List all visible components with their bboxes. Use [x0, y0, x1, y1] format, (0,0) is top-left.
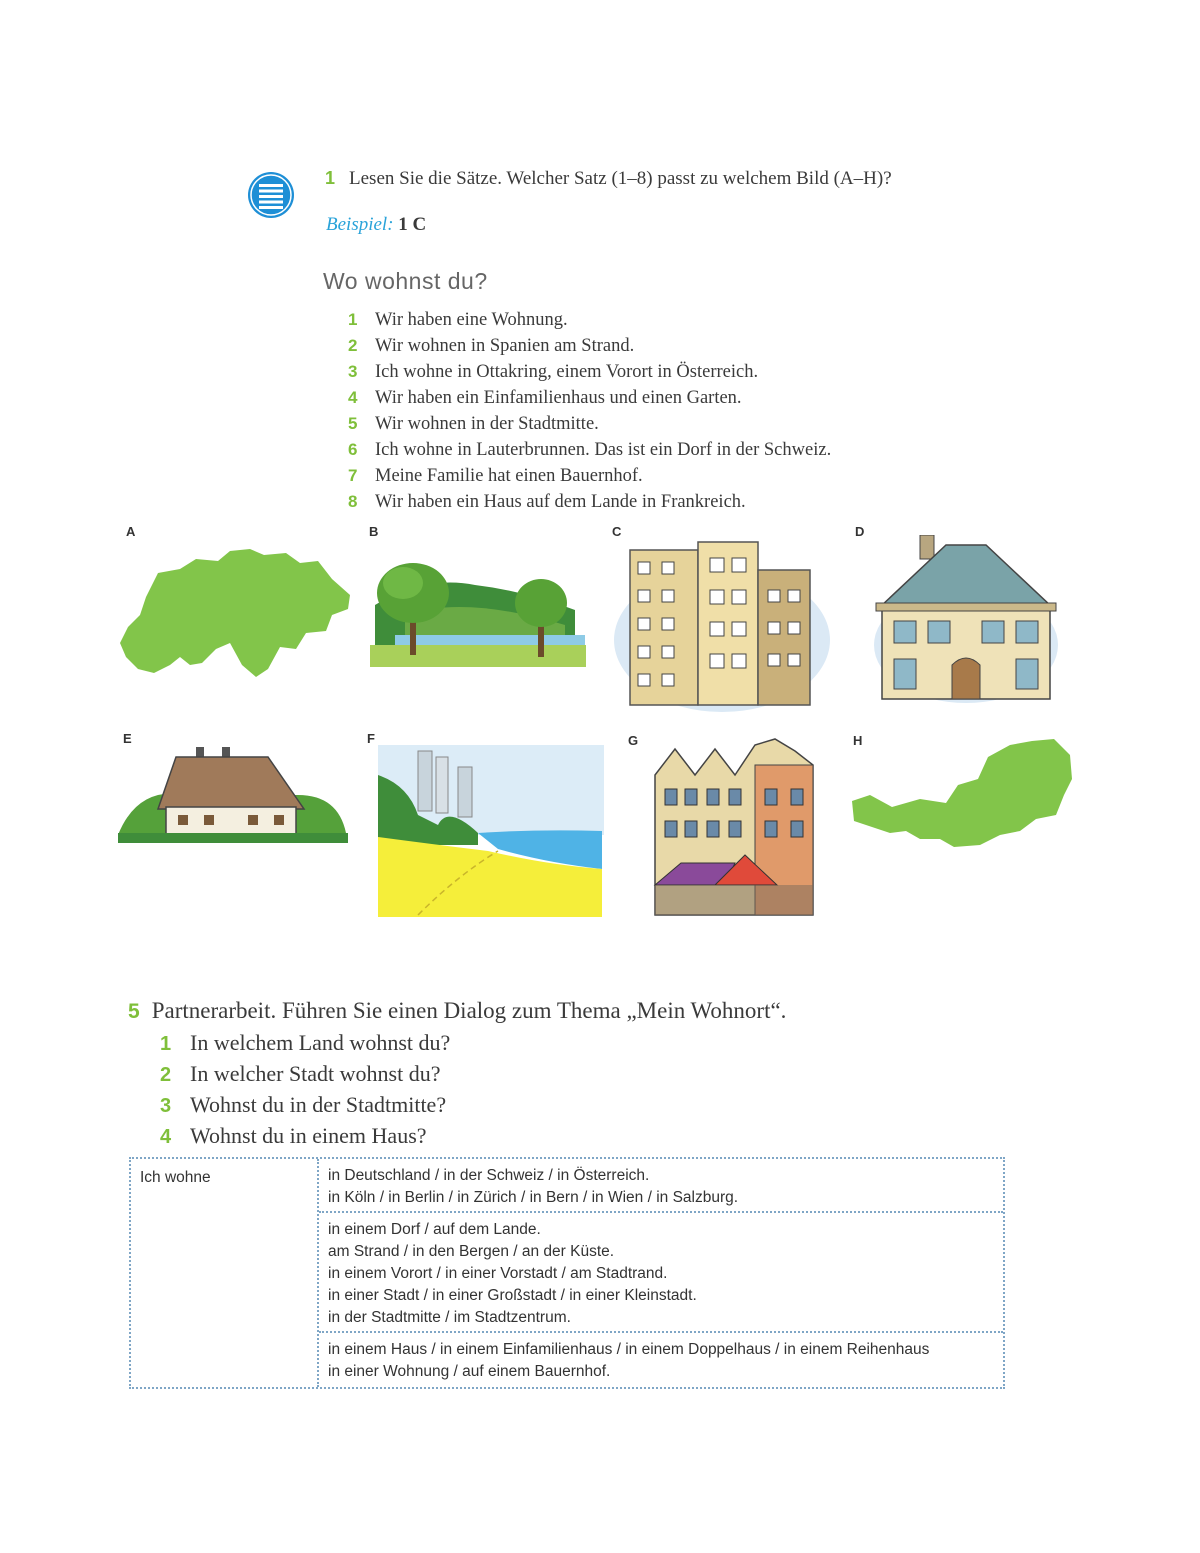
list-item: 1 In welchem Land wohnst du? [160, 1030, 451, 1055]
countryside-trees-icon [365, 555, 591, 670]
list-item: 3 Wohnst du in der Stadtmitte? [160, 1092, 447, 1117]
list-item: 4 Wohnst du in einem Haus? [160, 1123, 427, 1148]
task-number: 5 [128, 1000, 140, 1023]
table-cell-countries-cities [319, 1159, 1003, 1213]
picture-label-e: E [123, 731, 132, 746]
phrase-table [129, 1157, 1005, 1389]
table-right-column [319, 1159, 1003, 1387]
list-item: 1 Wir haben eine Wohnung. [348, 310, 568, 330]
table-line: in einem Dorf / auf dem Lande. [328, 1221, 541, 1238]
list-item: 2 In welcher Stadt wohnst du? [160, 1061, 441, 1086]
task-5-instruction [128, 998, 786, 1024]
task-1-text: Lesen Sie die Sätze. Welcher Satz (1–8) passt zu welchem Bild (A–H)? [349, 168, 892, 189]
apartment-building-icon [612, 540, 830, 712]
picture-label-g: G [628, 733, 639, 748]
table-line: in einem Haus / in einem Einfamilienhaus / in einem Doppelhaus / in einem Reihenhaus [328, 1341, 930, 1358]
table-line: in der Stadtmitte / im Stadtzentrum. [328, 1309, 571, 1326]
list-item: 3 Ich wohne in Ottakring, einem Vorort in Österreich. [348, 362, 759, 382]
picture-label-b: B [369, 524, 379, 539]
table-cell-places [319, 1213, 1003, 1333]
list-item: 2 Wir wohnen in Spanien am Strand. [348, 336, 635, 356]
list-item: 6 Ich wohne in Lauterbrunnen. Das ist ein Dorf in der Schweiz. [348, 440, 832, 460]
switzerland-map-icon [118, 545, 354, 680]
example-label: Beispiel: [326, 214, 394, 235]
table-line: in einer Stadt / in einer Großstadt / in einer Kleinstadt. [328, 1287, 697, 1304]
picture-label-f: F [367, 731, 375, 746]
table-line: in einer Wohnung / auf einem Bauernhof. [328, 1363, 611, 1380]
table-line: in einem Vorort / in einer Vorstadt / am Stadtrand. [328, 1265, 668, 1282]
picture-label-d: D [855, 524, 865, 539]
picture-label-c: C [612, 524, 622, 539]
example-value: 1 C [398, 214, 427, 235]
picture-label-a: A [126, 524, 136, 539]
question-list [160, 1028, 450, 1152]
austria-map-icon [850, 735, 1076, 853]
old-town-square-icon [645, 735, 817, 920]
list-item: 5 Wir wohnen in der Stadtmitte. [348, 414, 599, 434]
table-left-cell: Ich wohne [131, 1159, 319, 1387]
task-5-text: Partnerarbeit. Führen Sie einen Dialog zum Thema „Mein Wohnort“. [151, 998, 787, 1023]
sentence-list [348, 307, 831, 515]
farmhouse-icon [118, 745, 348, 845]
table-line: am Strand / in den Bergen / an der Küste. [328, 1243, 615, 1260]
task-1-instruction [325, 168, 892, 190]
list-item: 4 Wir haben ein Einfamilienhaus und einen Garten. [348, 388, 742, 408]
list-item: 7 Meine Familie hat einen Bauernhof. [348, 466, 643, 486]
document-lines-icon [246, 170, 296, 220]
section-title: Wo wohnst du? [323, 268, 488, 294]
beach-icon [378, 745, 604, 917]
list-item: 8 Wir haben ein Haus auf dem Lande in Frankreich. [348, 492, 746, 512]
table-line: in Deutschland / in der Schweiz / in Österreich. [328, 1167, 650, 1184]
villa-house-icon [872, 535, 1060, 705]
picture-label-h: H [853, 733, 863, 748]
task-number: 1 [325, 168, 336, 188]
table-cell-housing [319, 1333, 1003, 1389]
table-line: in Köln / in Berlin / in Zürich / in Bern / in Wien / in Salzburg. [328, 1189, 739, 1206]
example-line [326, 214, 426, 236]
